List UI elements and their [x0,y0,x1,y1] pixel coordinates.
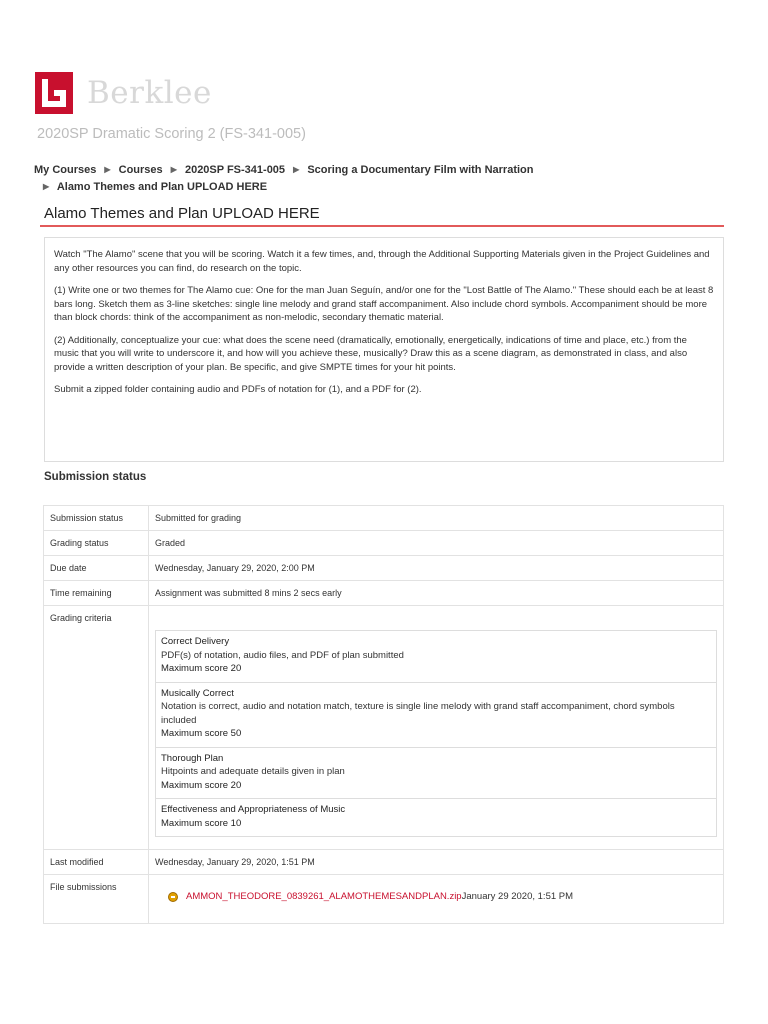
due-date-value: Wednesday, January 29, 2020, 2:00 PM [149,556,724,581]
breadcrumb-current[interactable]: Alamo Themes and Plan UPLOAD HERE [56,181,268,193]
course-title[interactable]: 2020SP Dramatic Scoring 2 (FS-341-005) [37,126,306,142]
criterion-name: Thorough Plan [161,752,224,764]
row-label: Due date [44,556,149,581]
criterion-name: Effectiveness and Appropriateness of Music [161,804,346,815]
table-row [44,875,724,924]
description-paragraph: (2) Additionally, conceptualize your cue: what does the scene need (dramatically, emotionally, energetically, indications of time and place, etc.) from the music that you will write to underscore it, and how will you achieve these, musically? Draw this as a scene diagram, as demonstrated in class, and also provide a written description of your plan. Be specific, and give SMPTE times for your hit points. [54,334,688,373]
description-paragraph: Submit a zipped folder containing audio and PDFs of notation for (1), and a PDF for (2). [54,384,422,395]
criterion-description: Notation is correct, audio and notation match, texture is single line melody with grand staff accompaniment, chord symbols included [161,701,675,726]
criterion [156,748,716,800]
submission-status-table [43,505,724,924]
criterion-max-score: Maximum score 50 [161,728,242,739]
breadcrumb [34,162,734,196]
grading-criteria-cell [149,606,724,850]
chevron-right-icon: ▶ [170,165,177,174]
zip-archive-icon [168,892,178,902]
table-row [44,531,724,556]
table-row [44,506,724,531]
submission-status-heading: Submission status [44,471,147,483]
table-row [44,850,724,875]
criterion-max-score: Maximum score 10 [161,817,242,829]
berklee-logo[interactable] [35,72,212,114]
assignment-description [44,237,724,462]
brand-name: Berklee [87,75,212,111]
grading-status-value: Graded [149,531,724,556]
criterion-name: Musically Correct [161,687,234,699]
criterion [156,631,716,683]
description-paragraph: (1) Write one or two themes for The Alamo cue: One for the man Juan Seguín, and/or one for the "Lost Battle of The Alamo." These should each be at least 8 bars long. Sketch them as 3-line sketches: single line melody and grand staff accompaniment. Also include chord symbols. Accompaniment should be more than block chords: think of the accompaniment as non-melodic, secondary thematic material. [54,285,714,323]
criterion-max-score: Maximum score 20 [161,663,242,674]
row-label: File submissions [44,875,149,924]
file-download-link[interactable]: AMMON_THEODORE_0839261_ALAMOTHEMESANDPLAN.zip [186,891,462,902]
file-submissions-cell [149,875,724,924]
table-row [44,581,724,606]
breadcrumb-section[interactable]: Scoring a Documentary Film with Narration [307,164,534,176]
title-divider [40,225,724,227]
time-remaining-value: Assignment was submitted 8 mins 2 secs early [149,581,724,606]
chevron-right-icon: ▶ [293,165,300,174]
page-title: Alamo Themes and Plan UPLOAD HERE [44,205,320,222]
row-label: Submission status [44,506,149,531]
breadcrumb-courses[interactable]: Courses [118,164,163,176]
file-submission-item [168,891,717,903]
table-row [44,606,724,850]
file-date: January 29 2020, 1:51 PM [461,891,574,902]
criterion-name: Correct Delivery [161,636,230,647]
table-row [44,556,724,581]
criterion-description: PDF(s) of notation, audio files, and PDF of plan submitted [161,649,404,661]
last-modified-value: Wednesday, January 29, 2020, 1:51 PM [149,850,724,875]
criterion-max-score: Maximum score 20 [161,779,242,791]
description-paragraph: Watch "The Alamo" scene that you will be scoring. Watch it a few times, and, through the Additional Supporting Materials given in the Project Guidelines and any other resources you can find, do research on the topic. [54,249,710,274]
row-label: Last modified [44,850,149,875]
row-label: Grading criteria [44,606,149,850]
breadcrumb-course-code[interactable]: 2020SP FS-341-005 [184,164,286,176]
breadcrumb-my-courses[interactable]: My Courses [34,164,97,176]
berklee-logo-icon [35,72,73,114]
criterion [156,799,716,836]
row-label: Grading status [44,531,149,556]
row-label: Time remaining [44,581,149,606]
criterion [156,683,716,748]
chevron-right-icon: ▶ [104,165,111,174]
submission-status-value: Submitted for grading [149,506,724,531]
criterion-description: Hitpoints and adequate details given in plan [161,766,345,777]
grading-criteria-list [155,630,717,837]
chevron-right-icon: ▶ [43,182,50,191]
